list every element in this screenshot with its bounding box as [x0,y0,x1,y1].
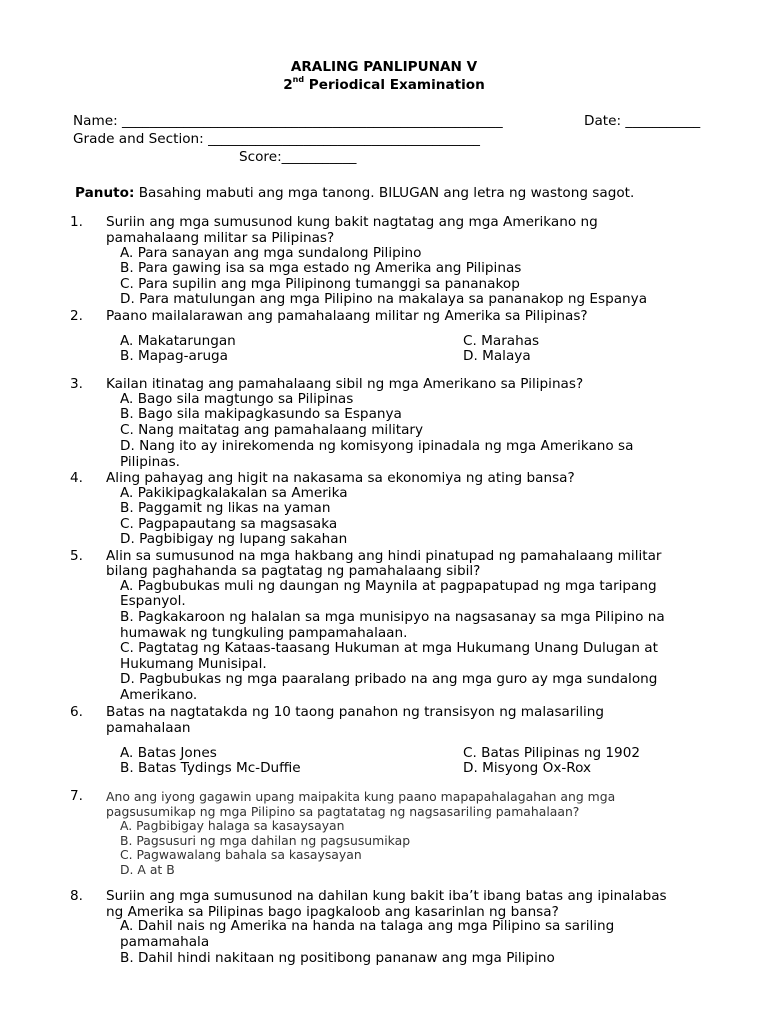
name-field: Name: ________________________________________________________ [73,113,503,129]
option-b: B. Batas Tydings Mc-Duffie [120,760,301,776]
option-b: B. Dahil hindi nakitaan ng positibong pananaw ang mga Pilipino [120,950,555,966]
option-d: D. Pagbubukas ng mga paaralang pribado na ang mga guro ay mga sundalong [120,671,658,687]
option-b: B. Pagsusuri ng mga dahilan ng pagsusumikap [120,833,411,848]
grade-section-field: Grade and Section: ________________________________________ [73,131,480,147]
option-a-continued: Espanyol. [120,593,186,609]
option-c-continued: Hukumang Munisipal. [120,656,267,672]
question-text: Suriin ang mga sumusunod kung bakit nagtatag ang mga Amerikano ng [106,214,598,230]
question-number: 2. [70,308,83,324]
option-c: C. Para supilin ang mga Pilipinong tumanggi sa pananakop [120,276,520,292]
option-d: D. Pagbibigay ng lupang sakahan [120,531,348,547]
question-text: Alin sa sumusunod na mga hakbang ang hindi pinatupad ng pamahalaang militar [106,548,662,564]
option-d: D. Para matulungan ang mga Pilipino na makalaya sa pananakop ng Espanya [120,291,648,307]
question-number: 7. [70,788,83,804]
option-c: C. Marahas [463,333,540,349]
option-a: A. Bago sila magtungo sa Pilipinas [120,391,354,407]
option-a: A. Para sanayan ang mga sundalong Pilipino [120,245,422,261]
question-number: 1. [70,214,83,230]
question-number: 8. [70,888,83,904]
question-number: 3. [70,376,83,392]
option-b: B. Pagkakaroon ng halalan sa mga munisipyo na nagsasanay sa mga Pilipino na [120,609,665,625]
question-number: 5. [70,548,83,564]
exam-subtitle: 2nd Periodical Examination [283,75,485,93]
option-a: A. Batas Jones [120,745,217,761]
date-field: Date: ___________ [584,113,701,129]
question-text: Kailan itinatag ang pamahalaang sibil ng mga Amerikano sa Pilipinas? [106,376,584,392]
score-field: Score:___________ [239,149,357,165]
instructions-label: Panuto: [75,185,135,201]
option-a: A. Pakikipagkalakalan sa Amerika [120,485,348,501]
option-a: A. Pagbubukas muli ng daungan ng Maynila at pagpapatupad ng mga taripang [120,578,657,594]
option-b: B. Paggamit ng likas na yaman [120,500,331,516]
option-c: C. Batas Pilipinas ng 1902 [463,745,640,761]
option-a: A. Dahil nais ng Amerika na handa na talaga ang mga Pilipino sa sariling [120,918,615,934]
question-text: Aling pahayag ang higit na nakasama sa ekonomiya ng ating bansa? [106,470,575,486]
question-text: Suriin ang mga sumusunod na dahilan kung bakit iba’t ibang batas ang ipinalabas [106,888,667,904]
option-d: D. Nang ito ay inirekomenda ng komisyong ipinadala ng mga Amerikano sa [120,438,634,454]
option-c: C. Pagtatag ng Kataas-taasang Hukuman at mga Hukumang Unang Dulugan at [120,640,658,656]
question-text: pagsusumikap ng mga Pilipino sa pagtatatag ng nagsasariling pamahalaan? [106,804,580,819]
option-b-continued: humawak ng tungkuling pampamahalaan. [120,625,408,641]
question-number: 4. [70,470,83,486]
option-b: B. Bago sila makipagkasundo sa Espanya [120,406,402,422]
option-a: A. Pagbibigay halaga sa kasaysayan [120,818,345,833]
option-a-continued: pamamahala [120,934,210,950]
option-c: C. Pagpapautang sa magsasaka [120,516,338,532]
option-d-continued: Pilipinas. [120,454,180,470]
question-text: bilang paghahanda sa pagtatag ng pamahalaang sibil? [106,563,481,579]
option-a: A. Makatarungan [120,333,236,349]
question-text: Paano mailalarawan ang pamahalaang militar ng Amerika sa Pilipinas? [106,308,588,324]
exam-title: ARALING PANLIPUNAN V [290,59,478,75]
question-text: Ano ang iyong gagawin upang maipakita kung paano mapapahalagahan ang mga [106,789,616,804]
instructions-text: Basahing mabuti ang mga tanong. BILUGAN ang letra ng wastong sagot. [134,185,635,201]
option-c: C. Nang maitatag ang pamahalaang military [120,422,424,438]
option-d: D. Misyong Ox-Rox [463,760,592,776]
question-text: Batas na nagtatakda ng 10 taong panahon ng transisyon ng malasariling [106,704,605,720]
question-text: pamahalaan [106,720,191,736]
question-number: 6. [70,704,83,720]
option-b: B. Mapag-aruga [120,348,229,364]
option-d: D. Malaya [463,348,531,364]
option-c: C. Pagwawalang bahala sa kasaysayan [120,847,362,862]
question-text: ng Amerika sa Pilipinas bago ipagkaloob ang kasarinlan ng bansa? [106,904,559,920]
option-b: B. Para gawing isa sa mga estado ng Amerika ang Pilipinas [120,260,522,276]
instructions [75,185,634,201]
option-d: D. A at B [120,862,175,877]
question-text: pamahalaang militar sa Pilipinas? [106,230,335,246]
option-d-continued: Amerikano. [120,687,198,703]
